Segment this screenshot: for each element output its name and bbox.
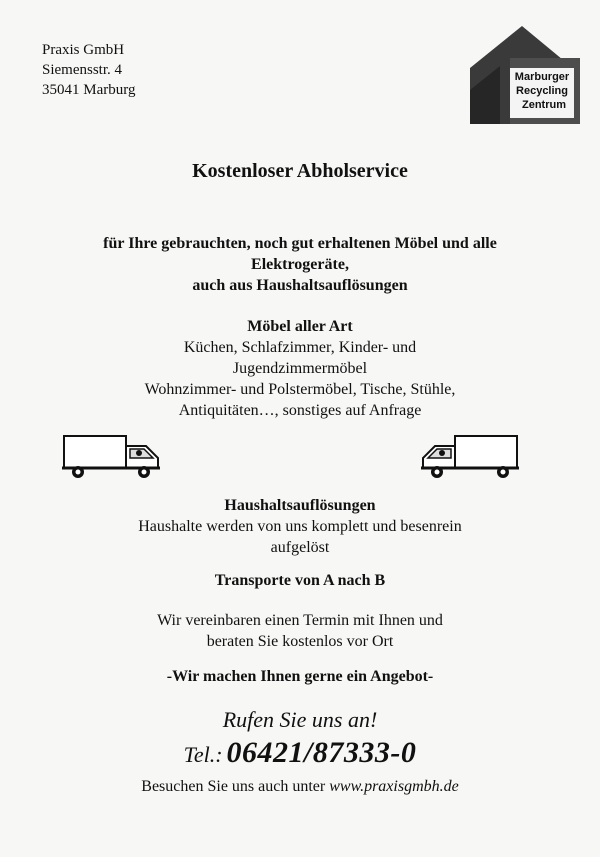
logo-line1: Marburger xyxy=(514,71,570,83)
intro-line2: Elektrogeräte, xyxy=(251,256,349,273)
intro-line1: für Ihre gebrauchten, noch gut erhaltenen Möbel und alle xyxy=(103,235,497,252)
moebel-line1: Küchen, Schlafzimmer, Kinder- und xyxy=(183,339,417,356)
marburger-recycling-zentrum-logo xyxy=(470,24,580,124)
page-title: Kostenloser Abholservice xyxy=(192,160,408,182)
phone-number xyxy=(0,736,600,770)
haushalt-line1: Haushalte werden von uns komplett und besenrein xyxy=(138,518,462,535)
truck-icon xyxy=(403,432,533,489)
moebel-line2: Jugendzimmermöbel xyxy=(232,360,368,377)
website-link[interactable]: www.praxisgmbh.de xyxy=(329,778,459,795)
moebel-line3: Wohnzimmer- und Polstermöbel, Tische, Stühle, xyxy=(144,381,456,398)
haushalt-heading: Haushaltsauflösungen xyxy=(224,497,376,514)
logo-line3: Zentrum xyxy=(522,99,566,111)
intro-text xyxy=(0,233,600,296)
haushalt-section xyxy=(0,495,600,558)
angebot-text: -Wir machen Ihnen gerne ein Angebot- xyxy=(166,668,434,685)
moebel-line4: Antiquitäten…, sonstiges auf Anfrage xyxy=(178,402,422,419)
moebel-section xyxy=(0,316,600,421)
termin-text xyxy=(0,610,600,652)
sender-address xyxy=(42,40,135,100)
logo-line2: Recycling xyxy=(516,85,568,97)
company-name: Praxis GmbH xyxy=(42,42,125,58)
call-to-action: Rufen Sie uns an! xyxy=(222,707,378,732)
termin-line1: Wir vereinbaren einen Termin mit Ihnen und xyxy=(157,612,443,629)
phone-digits: 06421/87333-0 xyxy=(226,736,417,769)
intro-line3: auch aus Haushaltsauflösungen xyxy=(192,277,408,294)
truck-icon xyxy=(62,432,192,489)
termin-line2: beraten Sie kostenlos vor Ort xyxy=(206,633,394,650)
street: Siemensstr. 4 xyxy=(42,62,123,78)
website-line xyxy=(0,778,600,796)
moebel-heading: Möbel aller Art xyxy=(247,318,353,335)
city: 35041 Marburg xyxy=(42,82,136,98)
website-text: Besuchen Sie uns auch unter xyxy=(141,778,326,795)
transporte-heading: Transporte von A nach B xyxy=(214,572,386,589)
phone-label: Tel.: xyxy=(183,742,223,767)
haushalt-line2: aufgelöst xyxy=(270,539,330,556)
